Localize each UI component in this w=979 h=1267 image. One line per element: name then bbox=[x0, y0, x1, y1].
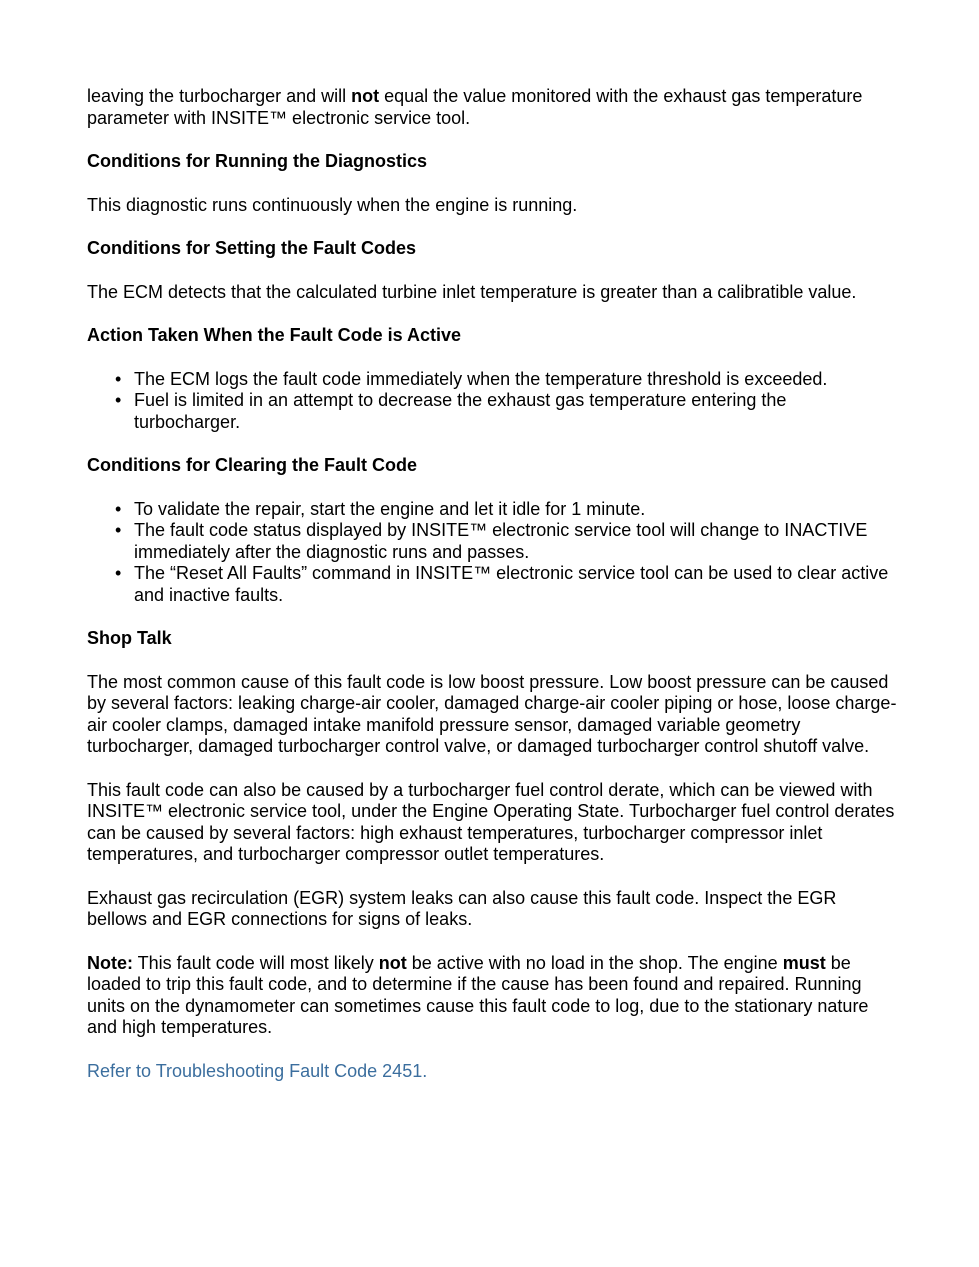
list-item-text: The fault code status displayed by INSITE™ electronic service tool will change to INACTIVE immediately after the diagnostic runs and passes. bbox=[134, 520, 868, 562]
bullet-icon: • bbox=[115, 498, 122, 519]
intro-paragraph bbox=[87, 86, 897, 129]
intro-emphasis-not: not bbox=[351, 86, 380, 106]
list-item bbox=[115, 520, 897, 563]
note-text-c: be active with no load in the shop. The engine bbox=[406, 952, 783, 973]
setting-heading: Conditions for Setting the Fault Codes bbox=[87, 238, 416, 258]
shop-talk-heading: Shop Talk bbox=[87, 628, 172, 648]
note-label: Note: bbox=[87, 952, 133, 973]
clearing-list bbox=[87, 499, 897, 607]
troubleshooting-link[interactable]: Refer to Troubleshooting Fault Code 2451. bbox=[87, 1060, 428, 1081]
note-paragraph bbox=[87, 953, 897, 1039]
list-item bbox=[115, 498, 897, 521]
shop-talk-paragraph-1: The most common cause of this fault code is low boost pressure. Low boost pressure can be caused by several factors: leaking charge-air cooler, damaged charge-air cooler piping or hose, loose charge-air cooler clamps, damaged intake manifold pressure sensor, damaged variable geometry turbocharger, damaged turbocharger control valve, or damaged turbocharger control shutoff valve. bbox=[87, 671, 897, 756]
list-item bbox=[115, 563, 897, 606]
note-emphasis-must: must bbox=[782, 952, 826, 973]
action-heading: Action Taken When the Fault Code is Active bbox=[87, 325, 462, 345]
list-item bbox=[115, 390, 897, 433]
note-text-a: This fault code will most likely bbox=[133, 952, 379, 973]
bullet-icon: • bbox=[115, 563, 122, 583]
refer-paragraph bbox=[87, 1061, 897, 1083]
shop-talk-paragraph-2: This fault code can also be caused by a turbocharger fuel control derate, which can be viewed with INSITE™ electronic service tool, under the Engine Operating State. Turbocharger fuel control derates can be caused by several factors: high exhaust temperatures, turbocharger compressor inlet temperatures, and turbocharger compressor outlet temperatures. bbox=[87, 779, 895, 864]
list-item-text: Fuel is limited in an attempt to decrease the exhaust gas temperature entering the turbocharger. bbox=[134, 390, 787, 432]
document-page bbox=[87, 86, 897, 1082]
list-item-text: To validate the repair, start the engine and let it idle for 1 minute. bbox=[134, 498, 646, 519]
action-list bbox=[87, 369, 897, 434]
list-item-text: The ECM logs the fault code immediately when the temperature threshold is exceeded. bbox=[134, 368, 828, 389]
running-text: This diagnostic runs continuously when the engine is running. bbox=[87, 194, 578, 215]
running-heading: Conditions for Running the Diagnostics bbox=[87, 151, 427, 171]
note-emphasis-not: not bbox=[378, 952, 407, 973]
bullet-icon: • bbox=[115, 520, 122, 540]
clearing-heading: Conditions for Clearing the Fault Code bbox=[87, 455, 417, 475]
setting-text: The ECM detects that the calculated turbine inlet temperature is greater than a calibratible value. bbox=[87, 281, 857, 302]
shop-talk-paragraph-3: Exhaust gas recirculation (EGR) system leaks can also cause this fault code. Inspect the EGR bellows and EGR connections for signs of leaks. bbox=[87, 887, 837, 929]
intro-text-c: equal the value monitored with the exhaust gas temperature parameter with INSITE™ electronic service tool. bbox=[87, 86, 863, 128]
note-text-e: be loaded to trip this fault code, and to determine if the cause has been found and repaired. Running units on the dynamometer can sometimes cause this fault code to log, due to the stationary nature and high temperatures. bbox=[87, 952, 869, 1037]
bullet-icon: • bbox=[115, 368, 122, 389]
bullet-icon: • bbox=[115, 390, 122, 410]
intro-text-a: leaving the turbocharger and will bbox=[87, 86, 352, 106]
list-item bbox=[115, 368, 897, 391]
list-item-text: The “Reset All Faults” command in INSITE™ electronic service tool can be used to clear active and inactive faults. bbox=[134, 563, 889, 605]
